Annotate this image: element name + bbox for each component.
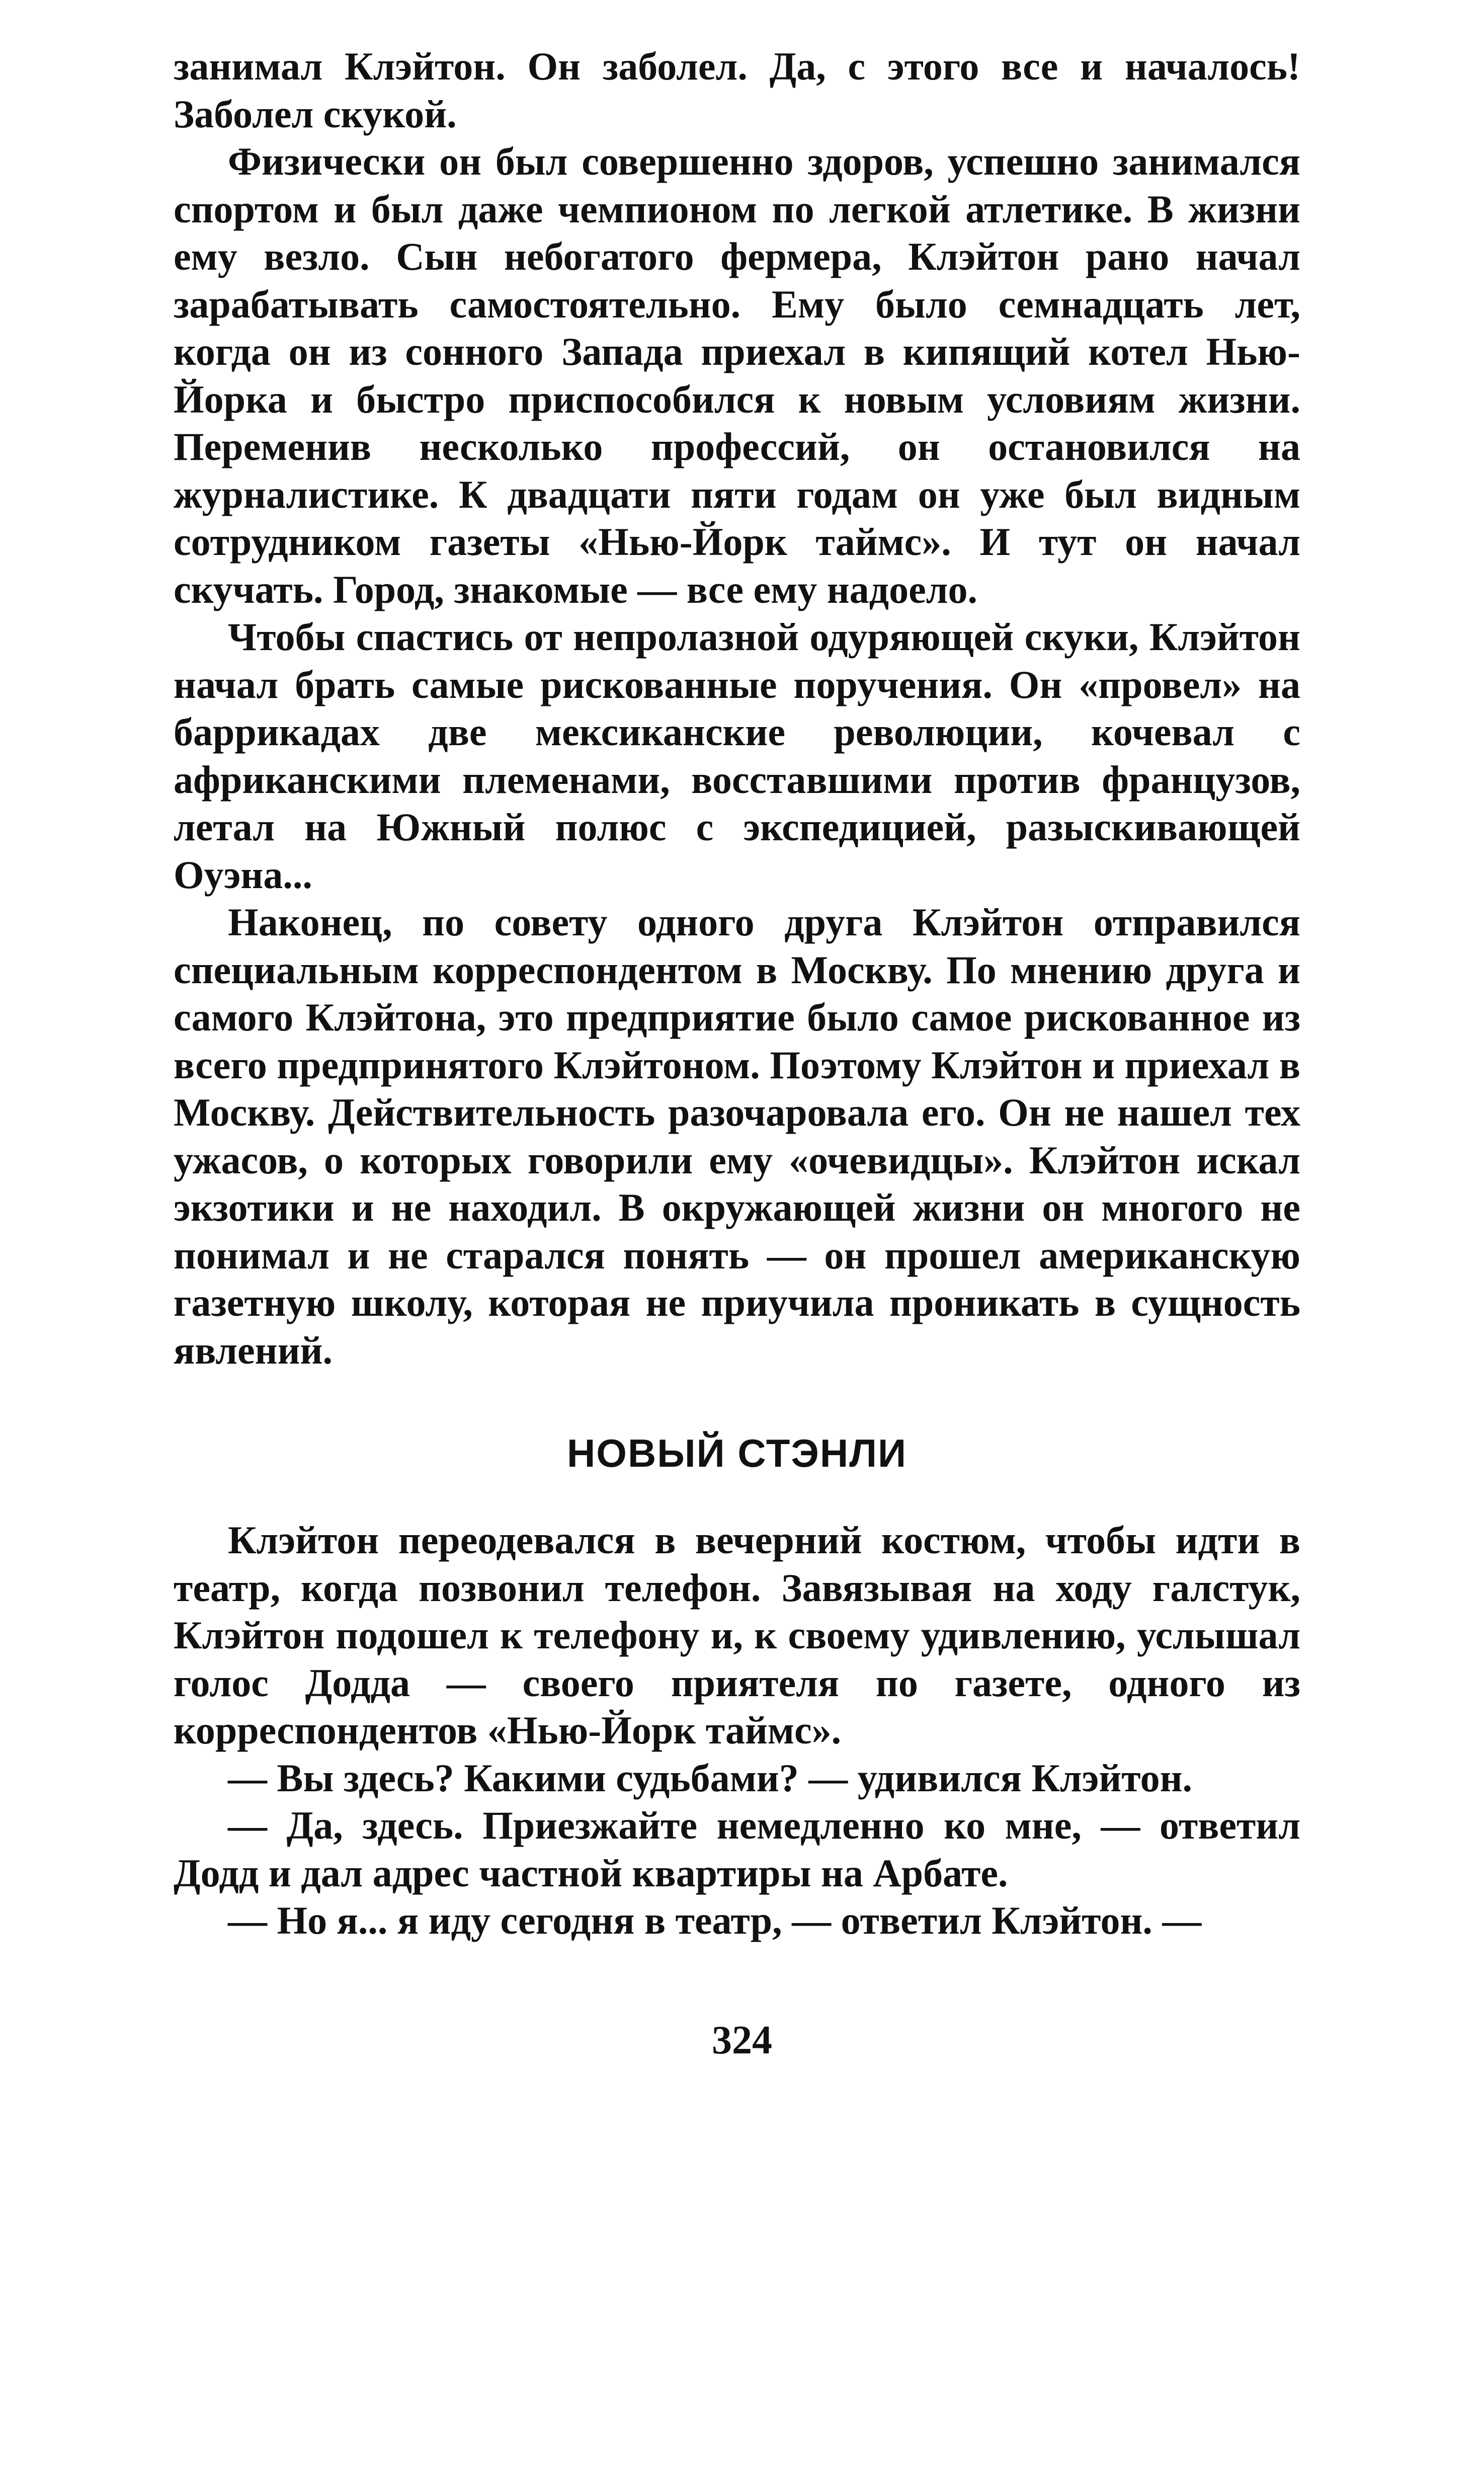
page-number: 324 xyxy=(712,2018,772,2062)
dialogue-1: — Вы здесь? Какими судьбами? — удивился Клэйтон. xyxy=(228,1756,1193,1800)
paragraph-5: Клэйтон переодевался в вечерний костюм, чтобы идти в театр, когда позвонил телефон. Завязывая на ходу галстук, Клэйтон подошел к телефону и, к своему удивлению, услышал голос Додда — своего приятеля по газете, одного из корреспондентов «Нью-Йорк таймс». xyxy=(174,1518,1300,1752)
dialogue-2: — Да, здесь. Приезжайте немедленно ко мне, — ответил Додд и дал адрес частной квартиры на Арбате. xyxy=(174,1803,1300,1895)
paragraph-1: занимал Клэйтон. Он заболел. Да, с этого все и началось! Заболел скукой. xyxy=(174,44,1300,136)
page-text xyxy=(174,43,1300,1945)
dialogue-3: — Но я... я иду сегодня в театр, — ответил Клэйтон. — xyxy=(228,1898,1202,1942)
paragraph-3: Чтобы спастись от непролазной одуряющей скуки, Клэйтон начал брать самые рискованные поручения. Он «провел» на баррикадах две мексиканские революции, кочевал с африканскими племенами, восставшими против французов, летал на Южный полюс с экспедицией, разыскивающей Оуэна... xyxy=(174,615,1300,897)
chapter-heading: НОВЫЙ СТЭНЛИ xyxy=(566,1431,908,1475)
paragraph-4: Наконец, по совету одного друга Клэйтон отправился специальным корреспондентом в Москву. По мнению друга и самого Клэйтона, это предприятие было самое рискованное из всего предпринятого Клэйтоном. Поэтому Клэйтон и приехал в Москву. Действительность разочаровала его. Он не нашел тех ужасов, о которых говорили ему «очевидцы». Клэйтон искал экзотики и не находил. В окружающей жизни он многого не понимал и не старался понять — он прошел американскую газетную школу, которая не приучила проникать в сущность явлений. xyxy=(174,900,1300,1372)
paragraph-2: Физически он был совершенно здоров, успешно занимался спортом и был даже чемпионом по легкой атлетике. В жизни ему везло. Сын небогатого фермера, Клэйтон рано начал зарабатывать самостоятельно. Ему было семнадцать лет, когда он из сонного Запада приехал в кипящий котел Нью-Йорка и быстро приспособился к новым условиям жизни. Переменив несколько профессий, он остановился на журналистике. К двадцати пяти годам он уже был видным сотрудником газеты «Нью-Йорк таймс». И тут он начал скучать. Город, знакомые — все ему надоело. xyxy=(174,139,1300,611)
